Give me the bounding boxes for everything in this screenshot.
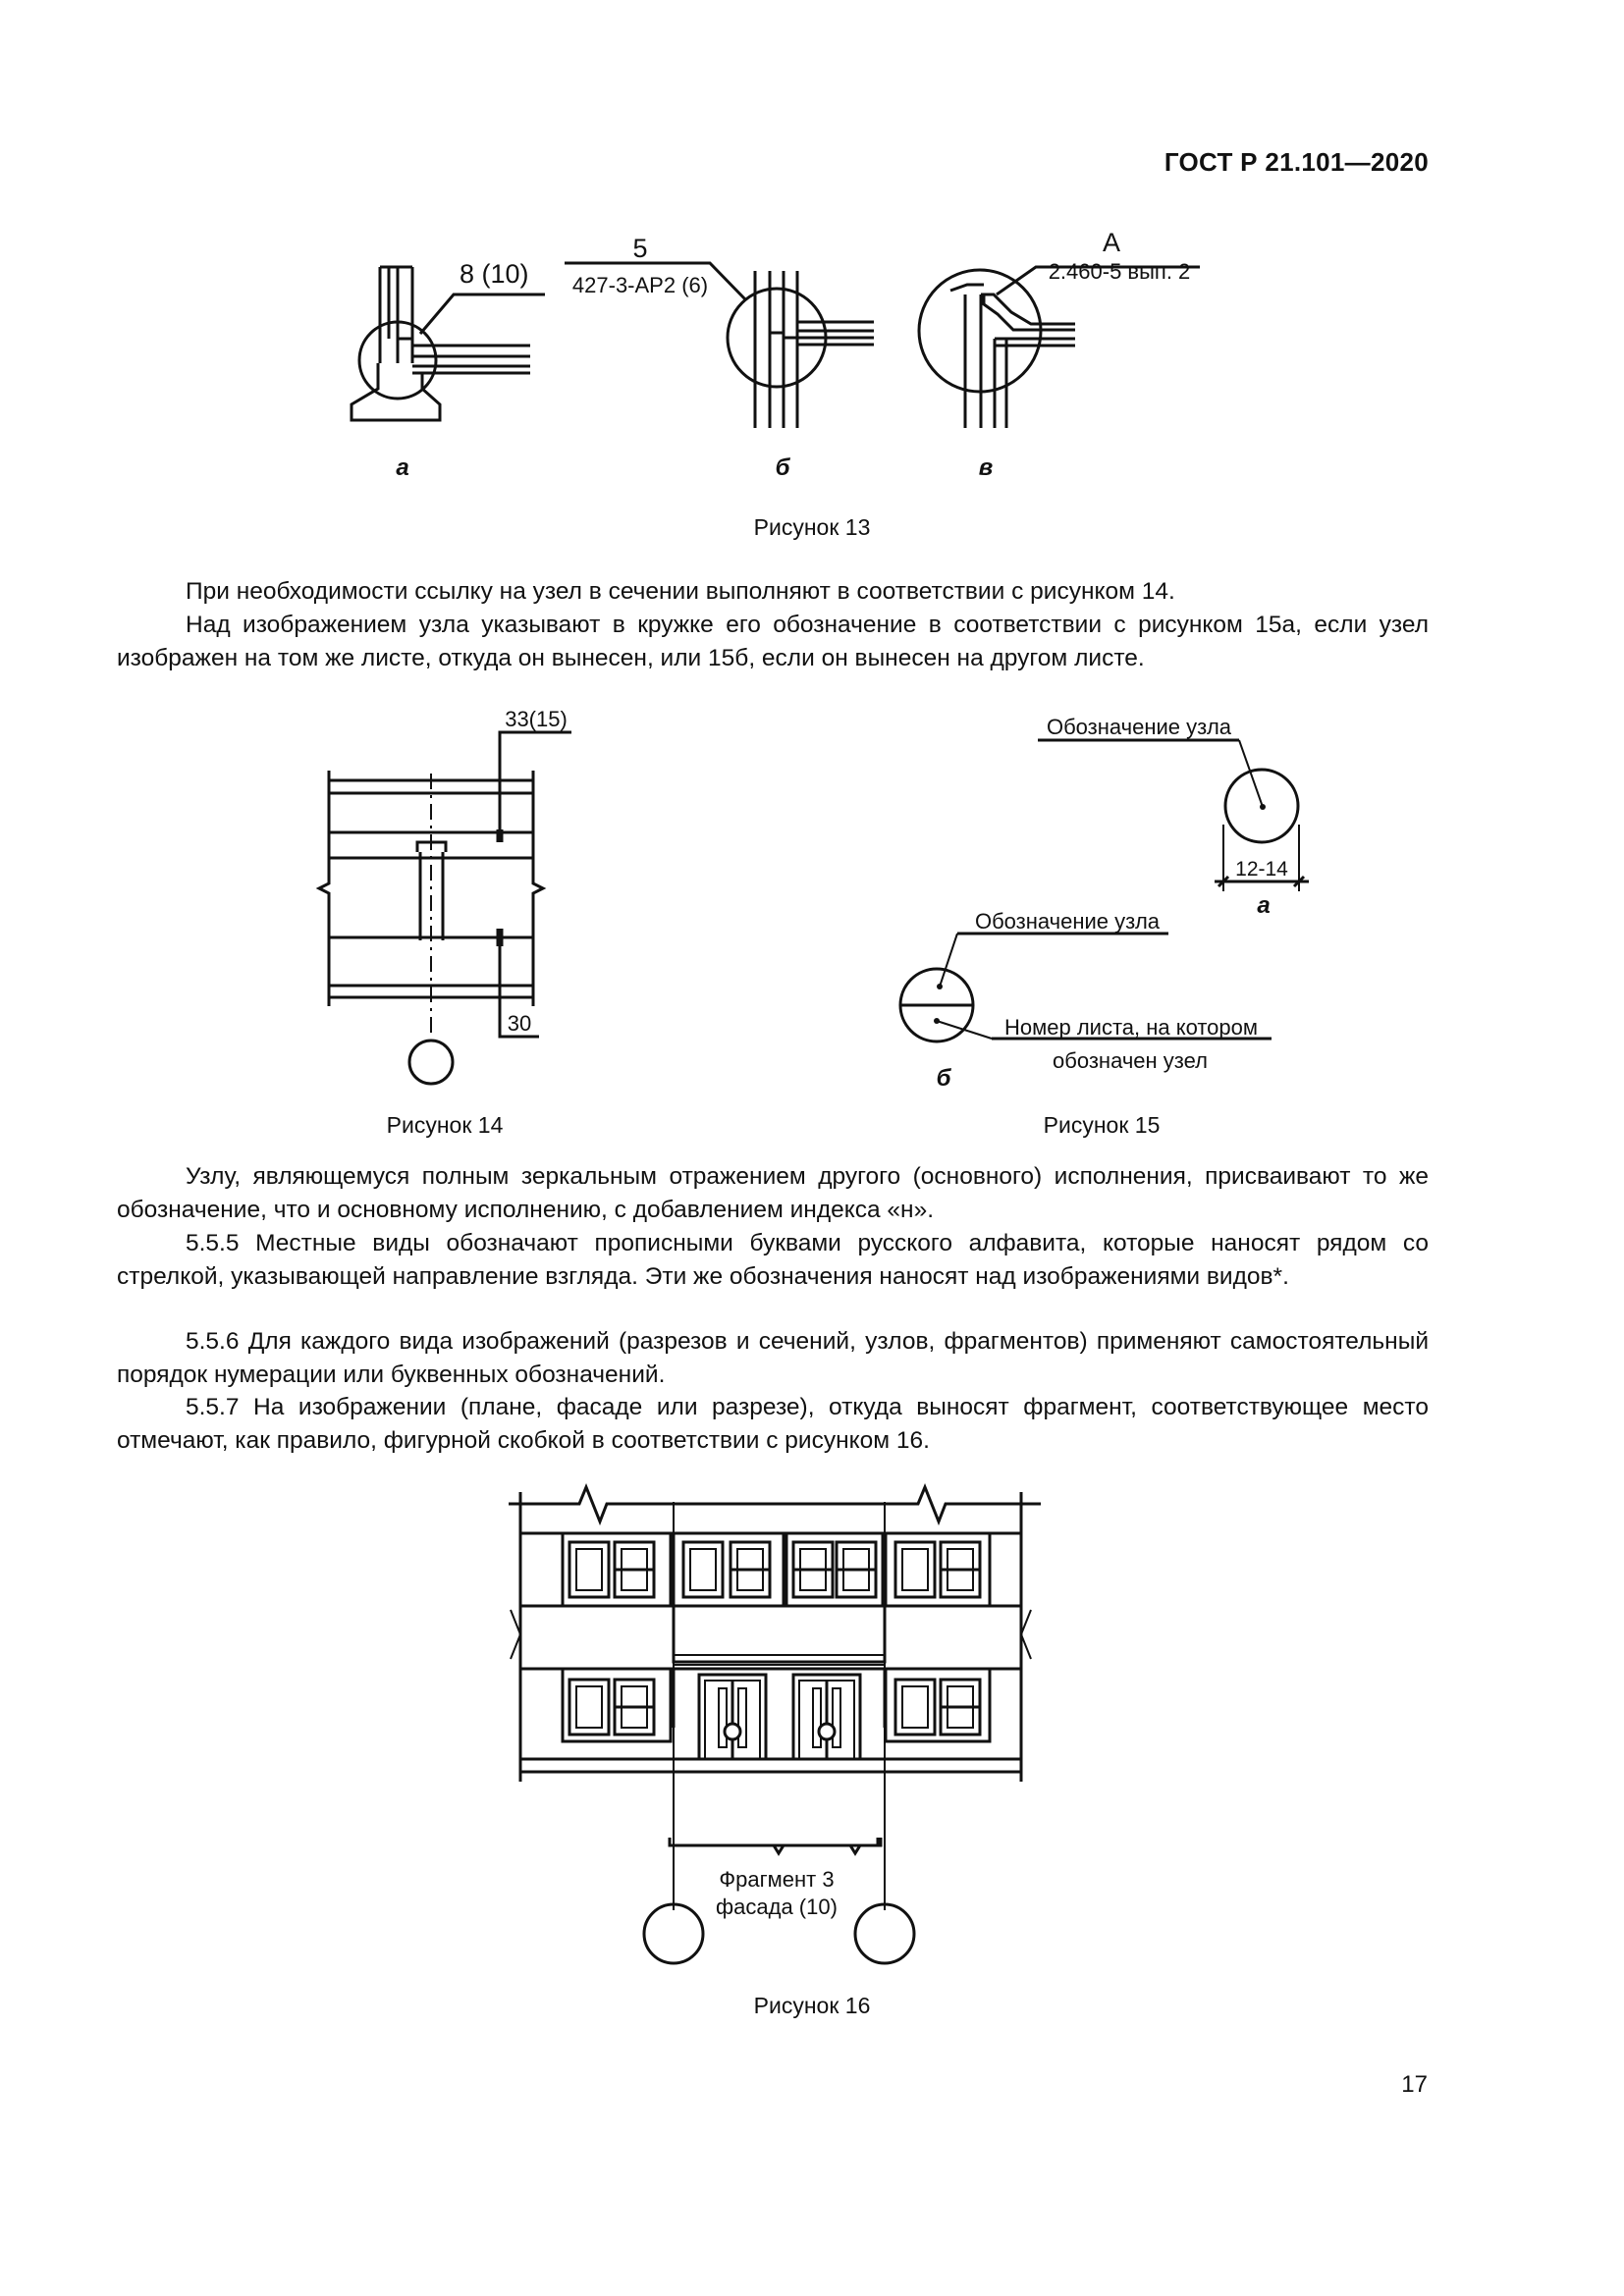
figure16-label-line1: Фрагмент 3 bbox=[719, 1867, 835, 1892]
figure13-caption: Рисунок 13 bbox=[753, 514, 871, 540]
paragraph-5-5-6 bbox=[117, 1325, 1429, 1391]
paragraph-section-reference bbox=[117, 575, 1429, 609]
figure13-b-callout-number: 5 bbox=[632, 234, 648, 263]
figure15-a-label: а bbox=[1257, 892, 1271, 919]
figure13-a-label: а bbox=[396, 454, 409, 481]
figure15-a-dim: 12-14 bbox=[1235, 858, 1288, 881]
figure16-drawing bbox=[509, 1487, 1041, 1963]
figure16-caption: Рисунок 16 bbox=[753, 1993, 871, 2018]
figure13-b-callout-sheet: 427-3-АР2 (6) bbox=[571, 273, 709, 297]
figure15-b-sheet-line1: Номер листа, на котором bbox=[1003, 1015, 1259, 1040]
paragraph-text: 5.5.6 Для каждого вида изображений (разрезов и сечений, узлов, фрагментов) применяют самостоятельный порядок нумерации или буквенных обозначений. bbox=[117, 1328, 1429, 1388]
figure13-c-drawing bbox=[919, 267, 1200, 428]
figure14-drawing bbox=[319, 732, 571, 1084]
figure15-a-center-dot bbox=[1260, 804, 1266, 810]
paragraph-5-5-5 bbox=[117, 1227, 1429, 1293]
figure13-c-callout-letter: А bbox=[1102, 228, 1121, 257]
document-header: ГОСТ Р 21.101—2020 bbox=[1164, 147, 1429, 177]
paragraph-text: При необходимости ссылку на узел в сечении выполняют в соответствии с рисунком 14. bbox=[186, 578, 1175, 605]
figure13-a-drawing bbox=[352, 267, 545, 420]
paragraph-node-designation bbox=[117, 609, 1429, 674]
paragraph-text: Узлу, являющемуся полным зеркальным отражением другого (основного) исполнения, присваивают то же обозначение, что и основному исполнению, с добавлением индекса «н». bbox=[117, 1163, 1429, 1223]
paragraph-text: 5.5.5 Местные виды обозначают прописными буквами русского алфавита, которые наносят рядом со стрелкой, указывающей направление взгляда. Эти же обозначения наносят над изображениями видов*. bbox=[117, 1230, 1429, 1290]
figure15-a-title: Обозначение узла bbox=[1046, 715, 1232, 739]
page-number: 17 bbox=[1401, 2071, 1428, 2098]
figure13-c-callout-sheet: 2.460-5 вып. 2 bbox=[1048, 259, 1191, 284]
figure15-b-top-dot bbox=[937, 984, 943, 989]
figure14-caption: Рисунок 14 bbox=[386, 1112, 504, 1138]
figure14-dim-bottom: 30 bbox=[507, 1011, 532, 1036]
paragraph-5-5-7 bbox=[117, 1391, 1429, 1457]
paragraph-text: Над изображением узла указывают в кружке его обозначение в соответствии с рисунком 15а, если узел изображен на том же листе, откуда он вынесен, или 15б, если он вынесен на другом листе. bbox=[117, 612, 1429, 671]
paragraph-text: 5.5.7 На изображении (плане, фасаде или разрезе), откуда выносят фрагмент, соответствующее место отмечают, как правило, фигурной скобкой в соответствии с рисунком 16. bbox=[117, 1394, 1429, 1454]
figure15-b-bottom-dot bbox=[934, 1018, 940, 1024]
figure15-b-label: б bbox=[936, 1065, 951, 1092]
figure15-caption: Рисунок 15 bbox=[1043, 1112, 1161, 1138]
figure15-b-sheet-line2: обозначен узел bbox=[1053, 1048, 1208, 1073]
figure13-b-label: б bbox=[775, 454, 790, 481]
paragraph-mirror-node bbox=[117, 1160, 1429, 1226]
figure16-label-line2: фасада (10) bbox=[716, 1895, 838, 1919]
figure15-b-title: Обозначение узла bbox=[974, 909, 1161, 934]
figure13-a-callout: 8 (10) bbox=[460, 259, 529, 289]
figure14-dim-top: 33(15) bbox=[505, 707, 568, 731]
figure13-c-label: в bbox=[978, 454, 994, 481]
